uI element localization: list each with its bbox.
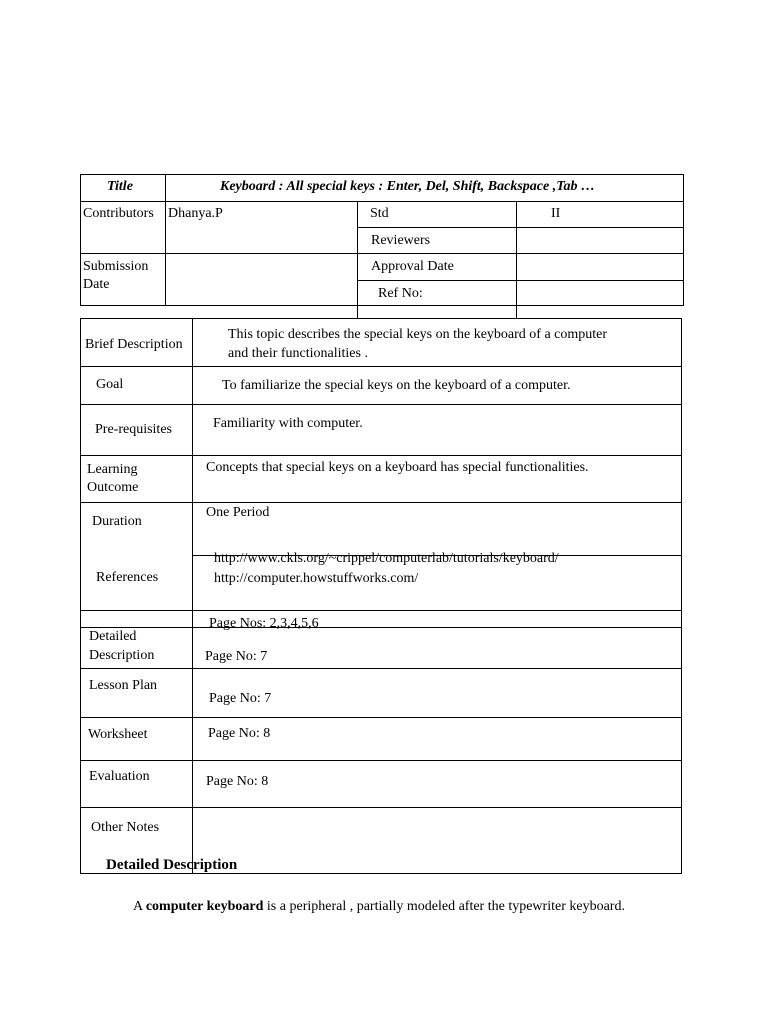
submission-label-line1: Submission [83,259,149,274]
brief-description-line1: This topic describes the special keys on the keyboard of a computer [228,327,608,342]
reviewers-label: Reviewers [371,233,431,248]
table-border [192,318,193,874]
body-bold-term: computer keyboard [145,899,264,914]
table-border [80,627,682,628]
table-border [80,668,682,669]
table-border [80,305,684,306]
table-border [80,807,682,808]
section-heading: Detailed Description [106,857,238,873]
table-border [357,201,358,318]
approval-date-label: Approval Date [371,259,454,274]
table-border [80,253,684,254]
evaluation-label: Evaluation [89,769,150,784]
reference-link-2: http://computer.howstuffworks.com/ [214,571,419,586]
contributors-label: Contributors [83,206,154,221]
worksheet-value: Page No: 8 [208,726,271,741]
body-prefix: A [133,899,146,914]
lesson-plan-value: Page No: 7 [209,691,272,706]
prerequisites-label: Pre-requisites [95,422,172,437]
brief-description-label: Brief Description [85,337,183,352]
table-border [80,318,81,874]
page-nos-value: Page Nos: 2,3,4,5,6 [209,616,319,631]
std-value: II [551,206,561,221]
learning-outcome-label-line2: Outcome [87,480,139,495]
learning-outcome-label-line1: Learning [87,462,138,477]
contributors-value: Dhanya.P [168,206,223,221]
lesson-plan-label: Lesson Plan [89,678,158,693]
goal-label: Goal [96,377,124,392]
table-border [80,610,682,611]
evaluation-value: Page No: 8 [206,774,269,789]
detailed-description-value: Page No: 7 [205,649,268,664]
submission-label-line2: Date [83,277,110,292]
title-value: Keyboard : All special keys : Enter, Del, Shift, Backspace ,Tab … [220,179,595,194]
duration-label: Duration [92,514,142,529]
table-border [80,502,682,503]
table-border [165,174,166,306]
table-border [80,455,682,456]
table-border [357,227,684,228]
table-border [80,201,684,202]
detailed-description-label-line1: Detailed [89,629,137,644]
prerequisites-value: Familiarity with computer. [213,416,363,431]
learning-outcome-value: Concepts that special keys on a keyboard has special functionalities. [206,460,589,475]
duration-value: One Period [206,505,270,520]
table-border [80,760,682,761]
other-notes-label: Other Notes [91,820,160,835]
table-border [80,174,684,175]
table-border [516,201,517,318]
table-border [80,717,682,718]
detailed-description-label-line2: Description [89,648,155,663]
table-border [80,404,682,405]
std-label: Std [370,206,389,221]
body-paragraph [133,897,625,916]
table-border [80,366,682,367]
table-border [681,318,682,874]
brief-description-line2: and their functionalities . [228,346,368,361]
goal-value: To familiarize the special keys on the keyboard of a computer. [222,378,571,393]
references-label: References [96,570,159,585]
ref-no-label: Ref No: [378,286,423,301]
body-rest: is a peripheral , partially modeled after the typewriter keyboard. [263,899,625,914]
table-border [683,174,684,306]
reference-link-1: http://www.ckls.org/~crippel/computerlab/tutorials/keyboard/ [214,551,559,566]
table-border [80,318,682,319]
worksheet-label: Worksheet [88,727,148,742]
table-border [357,280,684,281]
title-label: Title [107,179,133,194]
table-border [80,174,81,306]
